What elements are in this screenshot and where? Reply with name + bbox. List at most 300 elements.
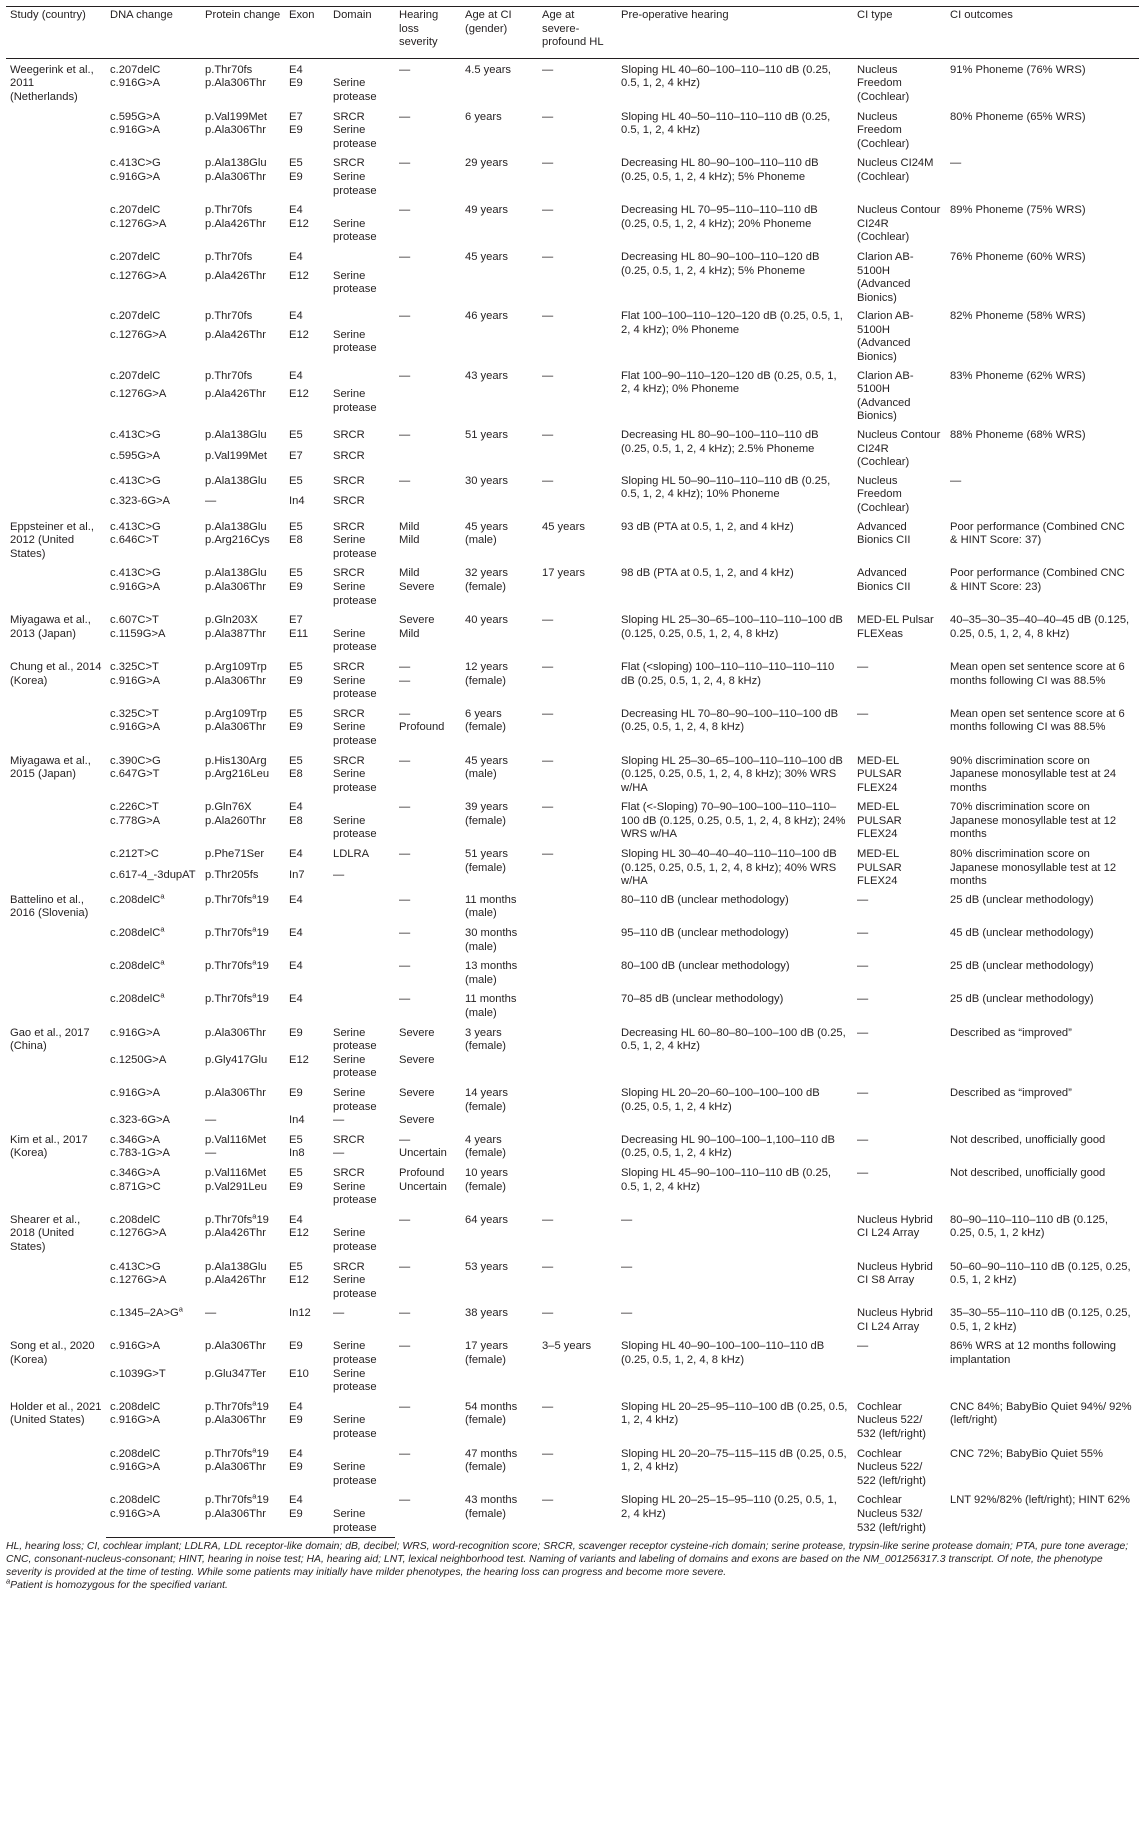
protein-change-text: — — [205, 1114, 217, 1127]
age-cell: 53 years — [465, 1260, 508, 1273]
dna-change-cell — [106, 796, 201, 815]
domain-cell — [329, 1209, 395, 1228]
domain-cell: SRCR — [333, 449, 365, 462]
dna-change-cell — [106, 1443, 201, 1462]
protein-change-cell — [201, 1443, 285, 1462]
table-row — [6, 1443, 1139, 1462]
table-row — [6, 1209, 1139, 1228]
dna-change-text: c.1276G>A — [110, 388, 167, 401]
age-cell: 3 years (female) — [465, 1026, 507, 1053]
outcome-cell: 89% Phoneme (75% WRS) — [950, 204, 1086, 217]
header-cell: CI type — [853, 7, 946, 59]
footnote-marker: a — [252, 957, 257, 967]
exon-cell: E4 — [289, 369, 303, 382]
exon-cell: E7 — [289, 449, 303, 462]
outcome-cell: 80–90–110–110–110 dB (0.125, 0.25, 0.5, 1, 2 kHz) — [950, 1213, 1109, 1240]
preop-cell: Decreasing HL 80–90–100–110–110 dB (0.25, 0.5, 1, 2, 4 kHz); 5% Phoneme — [621, 157, 819, 183]
protein-change-text: p.Ala138Glu — [205, 1260, 267, 1273]
protein-change-text: p.Ala426Thr — [205, 269, 266, 282]
outcome-cell: 40–35–30–35–40–40–45 dB (0.125, 0.25, 0.5, 1, 2, 4, 8 kHz) — [950, 614, 1130, 640]
domain-cell — [329, 796, 395, 815]
age-sp-cell: 45 years — [542, 520, 585, 533]
age-sp-cell: — — [542, 250, 554, 263]
domain-cell: — — [333, 868, 345, 881]
frameshift-suffix: 19 — [256, 993, 269, 1006]
age-sp-cell: — — [542, 801, 554, 814]
protein-change-text: p.Thr70fs — [205, 1400, 253, 1413]
exon-cell: E4 — [289, 1400, 303, 1413]
protein-change-text: p.Ala306Thr — [205, 721, 266, 734]
ci-type-cell: Advanced Bionics CII — [857, 520, 911, 547]
domain-cell: Serine protease — [333, 1086, 377, 1113]
dna-change-text: c.208delC — [110, 1400, 161, 1413]
dna-change-cell — [106, 1162, 201, 1181]
dna-change-cell — [106, 270, 201, 306]
domain-cell: Serine protease — [333, 77, 377, 103]
dna-change-text: c.1276G>A — [110, 217, 167, 230]
dna-change-cell — [106, 628, 201, 656]
outcome-cell: Poor performance (Combined CNC & HINT Score: 23) — [950, 567, 1125, 593]
protein-change-text: p.Gln76X — [205, 801, 252, 814]
study-cell: Song et al., 2020 (Korea) — [10, 1340, 95, 1367]
preop-cell: Sloping HL 40–90–100–100–110–110 dB (0.25, 0.5, 1, 2, 4, 8 kHz) — [621, 1340, 825, 1367]
exon-cell: E4 — [289, 848, 303, 861]
table-row — [6, 246, 1139, 270]
protein-change-cell — [201, 534, 285, 562]
domain-cell: Serine protease — [333, 580, 377, 607]
dna-change-cell — [106, 106, 201, 125]
domain-cell: SRCR — [333, 754, 365, 767]
protein-change-cell — [201, 1227, 285, 1255]
exon-cell: E9 — [289, 1086, 303, 1099]
age-sp-cell: 3–5 years — [542, 1340, 592, 1353]
exon-cell: E12 — [289, 1053, 309, 1066]
ci-type-cell: MED-EL PULSAR FLEX24 — [857, 754, 902, 794]
exon-cell: In8 — [289, 1147, 305, 1160]
header-cell: CI outcomes — [946, 7, 1139, 59]
age-cell: 43 months (female) — [465, 1494, 518, 1520]
preop-cell: — — [621, 1260, 633, 1273]
header-cell: Age at severe-profound HL — [538, 7, 617, 59]
severity-cell: Uncertain — [399, 1147, 447, 1160]
domain-cell: SRCR — [333, 660, 365, 673]
ci-type-cell: Clarion AB-5100H (Advanced Bionics) — [857, 310, 914, 364]
dna-change-cell — [106, 815, 201, 843]
severity-cell: — — [399, 927, 411, 940]
dna-change-text: c.325C>T — [110, 707, 159, 720]
age-sp-cell: — — [542, 1447, 554, 1460]
exon-cell: In7 — [289, 868, 305, 881]
severity-cell: — — [399, 474, 411, 487]
ci-type-cell: Nucleus Freedom (Cochlear) — [857, 474, 910, 514]
header-cell: Domain — [329, 7, 395, 59]
table-body — [6, 58, 1139, 1537]
preop-cell: 95–110 dB (unclear methodology) — [621, 927, 789, 940]
outcome-cell: 80% discrimination score on Japanese monosyllable test at 12 months — [950, 848, 1117, 888]
protein-change-text: p.Val199Met — [205, 449, 267, 462]
table-row — [6, 1082, 1139, 1114]
exon-cell: E8 — [289, 534, 303, 547]
outcome-cell: Mean open set sentence score at 6 months following CI was 88.5% — [950, 707, 1125, 734]
domain-cell — [329, 609, 395, 628]
dna-change-text: c.647G>T — [110, 768, 160, 781]
dna-change-cell — [106, 843, 201, 869]
ci-type-cell: Cochlear Nucleus 522/ 522 (left/right) — [857, 1447, 927, 1487]
preop-cell: Flat 100–90–110–120–120 dB (0.25, 0.5, 1, 2, 4 kHz); 0% Phoneme — [621, 369, 837, 396]
age-cell: 49 years — [465, 204, 508, 217]
table-row — [6, 106, 1139, 125]
dna-change-text: c.916G>A — [110, 674, 161, 687]
protein-change-text: p.Ala306Thr — [205, 1414, 266, 1427]
protein-change-cell — [201, 450, 285, 470]
age-sp-cell — [538, 889, 617, 922]
dna-change-text: c.413C>G — [110, 520, 161, 533]
protein-change-cell — [201, 1368, 285, 1396]
table-row — [6, 1489, 1139, 1508]
frameshift-suffix: 19 — [256, 960, 269, 973]
exon-cell: E12 — [289, 1274, 309, 1287]
domain-cell: Serine protease — [329, 1508, 395, 1538]
protein-change-text: p.Thr70fs — [205, 250, 253, 263]
domain-cell: — — [333, 1114, 345, 1127]
protein-change-cell — [201, 495, 285, 515]
domain-cell — [329, 922, 395, 955]
study-cell: Battelino et al., 2016 (Slovenia) — [10, 893, 89, 920]
domain-cell: Serine protease — [333, 534, 377, 560]
protein-change-cell — [201, 58, 285, 77]
protein-change-cell — [201, 1181, 285, 1209]
domain-cell: SRCR — [333, 1133, 365, 1146]
age-sp-cell — [538, 1129, 617, 1162]
dna-change-text: c.916G>A — [110, 721, 161, 734]
dna-change-cell — [106, 1489, 201, 1508]
dna-change-text: c.325C>T — [110, 660, 159, 673]
exon-cell: In4 — [289, 495, 305, 508]
dna-change-cell — [106, 152, 201, 171]
preop-cell: Sloping HL 50–90–110–110–110 dB (0.25, 0.5, 1, 2, 4 kHz); 10% Phoneme — [621, 474, 831, 501]
ci-type-cell: MED-EL PULSAR FLEX24 — [857, 848, 902, 888]
preop-cell: 70–85 dB (unclear methodology) — [621, 993, 784, 1006]
study-cell: Weegerink et al., 2011 (Netherlands) — [10, 63, 94, 103]
severity-cell: — — [399, 157, 411, 170]
protein-change-cell — [201, 305, 285, 329]
dna-change-cell — [106, 1129, 201, 1148]
severity-cell: — — [399, 429, 411, 442]
exon-cell: E9 — [289, 1180, 303, 1193]
severity-cell: — — [399, 993, 411, 1006]
dna-change-cell — [106, 750, 201, 769]
age-cell: 4 years (female) — [465, 1133, 507, 1160]
protein-change-text: p.Ala138Glu — [205, 157, 267, 170]
dna-change-text: c.1345–2A>G — [110, 1307, 179, 1320]
exon-cell: E12 — [289, 328, 309, 341]
age-cell: 64 years — [465, 1213, 508, 1226]
age-sp-cell: — — [542, 110, 554, 123]
age-cell: 47 months (female) — [465, 1447, 518, 1474]
age-cell: 11 months (male) — [465, 993, 517, 1019]
dna-change-cell — [106, 656, 201, 675]
protein-change-cell — [201, 1256, 285, 1275]
preop-cell: Sloping HL 20–25–15–95–110 (0.25, 0.5, 1, 2, 4 kHz) — [621, 1494, 837, 1520]
outcome-cell: 90% discrimination score on Japanese monosyllable test at 24 months — [950, 754, 1117, 794]
protein-change-text: p.Ala426Thr — [205, 328, 266, 341]
exon-cell: E5 — [289, 567, 303, 580]
exon-cell: E9 — [289, 170, 303, 183]
exon-cell: E4 — [289, 310, 303, 323]
age-sp-cell — [538, 988, 617, 1021]
frameshift-suffix: 19 — [256, 893, 269, 906]
header-cell: Hearing loss severity — [395, 7, 461, 59]
domain-cell — [329, 365, 395, 389]
severity-cell: — — [399, 310, 411, 323]
dna-change-cell — [106, 1274, 201, 1302]
exon-cell: E4 — [289, 960, 303, 973]
dna-change-text: c.1276G>A — [110, 269, 167, 282]
age-cell: 30 months (male) — [465, 927, 518, 953]
dna-change-text: c.208delC — [110, 1447, 161, 1460]
age-sp-cell: — — [542, 848, 554, 861]
protein-change-text: p.Ala306Thr — [205, 77, 266, 90]
preop-cell: Sloping HL 30–40–40–40–110–110–100 dB (0.125, 0.25, 0.5, 1, 2, 4, 8 kHz); 40% WRS w/HA — [621, 848, 837, 888]
dna-change-cell — [106, 562, 201, 581]
age-cell: 46 years — [465, 310, 508, 323]
preop-cell: Sloping HL 40–50–110–110–110 dB (0.25, 0.5, 1, 2, 4 kHz) — [621, 110, 831, 137]
table-row — [6, 1302, 1139, 1335]
header-cell: Exon — [285, 7, 329, 59]
age-sp-cell: — — [542, 369, 554, 382]
protein-change-cell — [201, 796, 285, 815]
protein-change-text: p.Val199Met — [205, 110, 267, 123]
dna-change-text: c.323-6G>A — [110, 1114, 171, 1127]
exon-cell: E9 — [289, 1026, 303, 1039]
age-cell: 13 months (male) — [465, 960, 518, 986]
dna-change-text: c.413C>G — [110, 1260, 161, 1273]
dna-change-cell — [106, 199, 201, 218]
exon-cell: E9 — [289, 580, 303, 593]
protein-change-text: — — [205, 1147, 217, 1160]
domain-cell: Serine protease — [333, 1274, 377, 1300]
age-cell: 10 years (female) — [465, 1166, 508, 1193]
protein-change-text: p.Thr70fs — [205, 1494, 253, 1507]
age-cell: 43 years — [465, 369, 508, 382]
protein-change-text: p.Val291Leu — [205, 1180, 268, 1193]
preop-cell: 80–100 dB (unclear methodology) — [621, 960, 790, 973]
protein-change-cell — [201, 199, 285, 218]
protein-change-text: p.His130Arg — [205, 754, 267, 767]
dna-change-cell — [106, 1302, 201, 1335]
protein-change-cell — [201, 1414, 285, 1442]
protein-change-cell — [201, 889, 285, 922]
severity-cell: — — [399, 848, 411, 861]
age-sp-cell: — — [542, 1213, 554, 1226]
protein-change-cell — [201, 768, 285, 796]
preop-cell: Flat (<sloping) 100–110–110–110–110–110 dB (0.25, 0.5, 1, 2, 4, 8 kHz) — [621, 660, 835, 687]
severity-cell: Severe — [399, 1114, 435, 1127]
table-row — [6, 843, 1139, 869]
protein-change-cell — [201, 988, 285, 1021]
frameshift-suffix: 19 — [256, 1447, 269, 1460]
footnote-marker: a — [252, 1210, 257, 1220]
protein-change-cell — [201, 750, 285, 769]
dna-change-cell — [106, 955, 201, 988]
outcome-cell: Not described, unofficially good — [950, 1166, 1106, 1179]
exon-cell: E5 — [289, 707, 303, 720]
frameshift-suffix: 19 — [256, 1213, 269, 1226]
protein-change-text: p.Thr70fs — [205, 960, 253, 973]
protein-change-text: p.Arg216Cys — [205, 534, 270, 547]
study-cell: Miyagawa et al., 2013 (Japan) — [10, 614, 91, 640]
preop-cell: Flat (<-Sloping) 70–90–100–100–110–110–100 dB (0.125, 0.25, 0.5, 1, 2, 4, 8 kHz); 24% WRS w/HA — [621, 801, 846, 841]
outcome-cell: Not described, unofficially good — [950, 1133, 1106, 1146]
severity-cell: — — [399, 1307, 411, 1320]
age-sp-cell: — — [542, 204, 554, 217]
protein-change-text: p.Ala306Thr — [205, 1340, 266, 1353]
protein-change-text: p.Thr70fs — [205, 1447, 253, 1460]
protein-change-text: p.Phe71Ser — [205, 848, 265, 861]
frameshift-suffix: 19 — [256, 927, 269, 940]
dna-change-cell — [106, 609, 201, 628]
protein-change-text: p.Ala426Thr — [205, 1227, 266, 1240]
dna-change-text: c.1276G>A — [110, 328, 167, 341]
dna-change-cell — [106, 922, 201, 955]
table-row — [6, 516, 1139, 535]
protein-change-text: p.Ala426Thr — [205, 217, 266, 230]
ci-type-cell: Advanced Bionics CII — [857, 567, 911, 593]
dna-change-text: c.208delC — [110, 1494, 161, 1507]
dna-change-cell — [106, 703, 201, 722]
domain-cell: SRCR — [333, 474, 365, 487]
protein-change-text: — — [205, 495, 217, 508]
study-cell: Eppsteiner et al., 2012 (United States) — [10, 520, 94, 560]
exon-cell: E7 — [289, 110, 303, 123]
age-sp-cell: — — [542, 63, 554, 76]
domain-cell: SRCR — [333, 1166, 365, 1179]
dna-change-text: c.916G>A — [110, 1461, 161, 1474]
dna-change-text: c.207delC — [110, 63, 161, 76]
dna-change-text: c.1159G>A — [110, 627, 166, 640]
exon-cell: E4 — [289, 993, 303, 1006]
dna-change-cell — [106, 58, 201, 77]
footnote-marker: a — [252, 1444, 257, 1454]
dna-change-text: c.208delC — [110, 893, 161, 906]
exon-cell: E5 — [289, 1260, 303, 1273]
outcome-cell: Described as “improved” — [950, 1086, 1072, 1099]
dna-change-text: c.646C>T — [110, 534, 159, 547]
dna-change-cell — [106, 516, 201, 535]
age-cell: 11 months (male) — [465, 893, 517, 920]
age-cell: 30 years — [465, 474, 508, 487]
exon-cell: E9 — [289, 721, 303, 734]
age-sp-cell — [538, 1022, 617, 1082]
domain-cell: Serine protease — [333, 1053, 377, 1080]
footnote-homozygous-text: Patient is homozygous for the specified variant. — [10, 1579, 228, 1591]
dna-change-text: c.208delC — [110, 927, 161, 940]
protein-change-cell — [201, 424, 285, 450]
protein-change-cell — [201, 815, 285, 843]
protein-change-cell — [201, 270, 285, 306]
table-row — [6, 988, 1139, 1021]
preop-cell: Decreasing HL 60–80–80–100–100 dB (0.25, 0.5, 1, 2, 4 kHz) — [621, 1026, 846, 1053]
outcome-cell: — — [950, 157, 962, 170]
severity-cell: Mild — [399, 520, 420, 533]
domain-cell: SRCR — [333, 110, 365, 123]
exon-cell: E12 — [289, 1227, 309, 1240]
severity-cell: — — [399, 674, 411, 687]
dna-change-cell — [106, 721, 201, 749]
dna-change-cell — [106, 246, 201, 270]
outcome-cell: 82% Phoneme (58% WRS) — [950, 310, 1086, 323]
exon-cell: E9 — [289, 124, 303, 137]
outcome-cell: 83% Phoneme (62% WRS) — [950, 369, 1086, 382]
dna-change-text: c.916G>A — [110, 1508, 161, 1520]
preop-cell: 80–110 dB (unclear methodology) — [621, 893, 789, 906]
outcome-cell: 70% discrimination score on Japanese monosyllable test at 12 months — [950, 801, 1117, 841]
exon-cell: E5 — [289, 754, 303, 767]
exon-cell: E4 — [289, 1447, 303, 1460]
exon-cell: E9 — [285, 1508, 329, 1538]
age-cell: 54 months (female) — [465, 1400, 518, 1427]
dna-change-text: c.1250G>A — [110, 1053, 167, 1066]
protein-change-text: p.Thr70fs — [205, 310, 253, 323]
severity-cell: Severe — [399, 1053, 435, 1066]
table-row — [6, 424, 1139, 450]
protein-change-cell — [201, 124, 285, 152]
age-cell: 12 years (female) — [465, 660, 508, 687]
study-cell: Gao et al., 2017 (China) — [10, 1026, 90, 1053]
footnote-marker: a — [6, 1576, 11, 1586]
footnote-marker: a — [160, 924, 165, 934]
dna-change-text: c.617-4_-3dupAT — [110, 868, 196, 881]
age-sp-cell: — — [542, 754, 554, 767]
protein-change-cell — [201, 1274, 285, 1302]
table-row — [6, 58, 1139, 77]
outcome-cell: 86% WRS at 12 months following implantation — [950, 1340, 1117, 1367]
domain-cell: Serine protease — [333, 721, 377, 747]
protein-change-text: p.Ala306Thr — [205, 580, 266, 593]
dna-change-cell — [106, 1022, 201, 1054]
dna-change-text: c.208delC — [110, 993, 161, 1006]
protein-change-text: p.Thr70fs — [205, 1213, 253, 1226]
ci-type-cell: Cochlear Nucleus 522/ 532 (left/right) — [857, 1400, 927, 1441]
protein-change-cell — [201, 329, 285, 365]
severity-cell: Severe — [399, 614, 435, 627]
age-sp-cell: — — [542, 157, 554, 170]
domain-cell: Serine protease — [333, 768, 377, 794]
ci-type-cell: — — [857, 660, 869, 673]
dna-change-cell — [106, 675, 201, 703]
exon-cell: E4 — [289, 927, 303, 940]
domain-cell — [329, 1443, 395, 1462]
dna-change-cell — [106, 534, 201, 562]
table-row — [6, 152, 1139, 171]
protein-change-text: p.Ala387Thr — [205, 627, 266, 640]
age-sp-cell: — — [542, 707, 554, 720]
dna-change-cell — [106, 768, 201, 796]
dna-change-cell — [106, 1209, 201, 1228]
ci-type-cell: Nucleus Freedom (Cochlear) — [857, 110, 910, 150]
outcome-cell: 76% Phoneme (60% WRS) — [950, 250, 1086, 263]
domain-cell — [329, 1489, 395, 1508]
dna-change-text: c.208delC — [110, 960, 161, 973]
protein-change-cell — [201, 1022, 285, 1054]
protein-change-cell — [201, 516, 285, 535]
protein-change-text: p.Val116Met — [205, 1166, 267, 1179]
ci-type-cell: Nucleus Hybrid CI L24 Array — [857, 1307, 933, 1333]
exon-cell: E4 — [289, 1494, 303, 1507]
dna-change-cell — [106, 329, 201, 365]
age-cell: 4.5 years — [465, 63, 512, 76]
protein-change-cell — [201, 365, 285, 389]
